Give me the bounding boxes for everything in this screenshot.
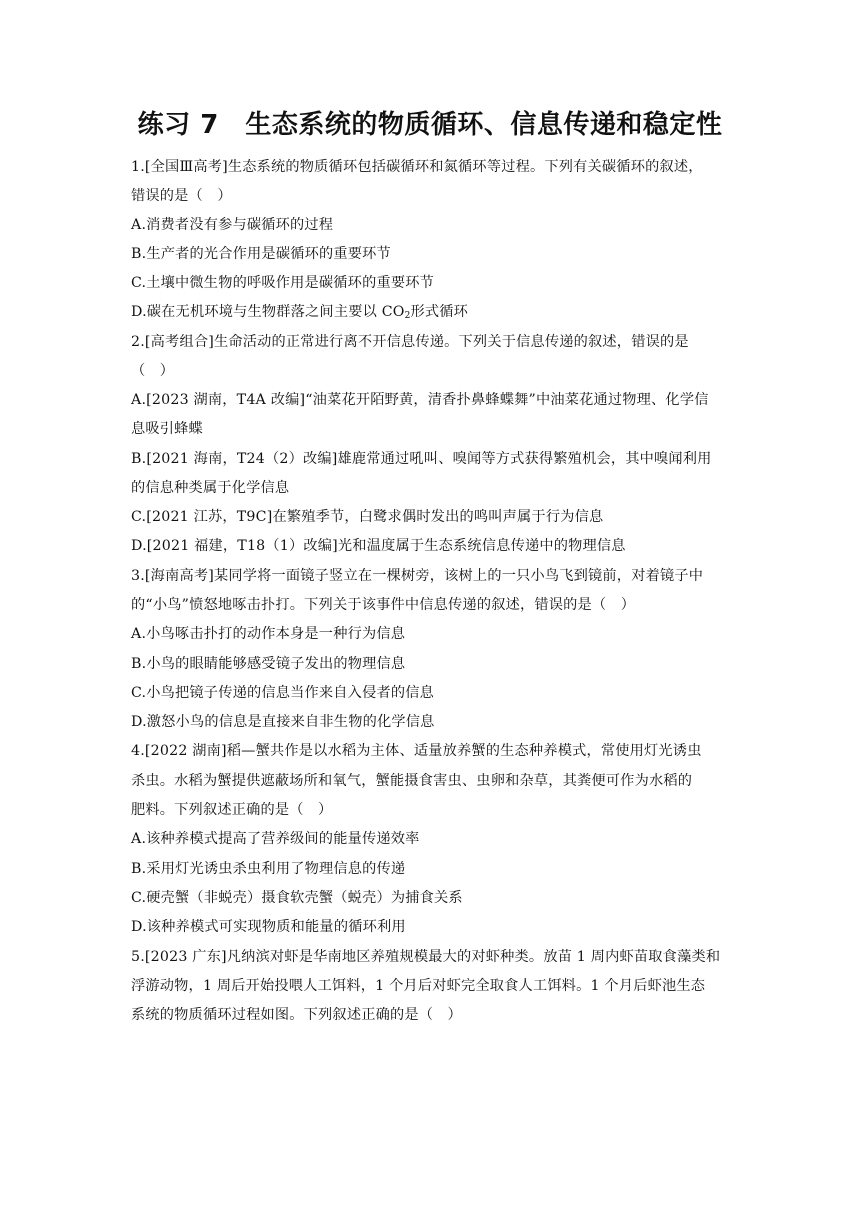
q2-option-b-line-1: B.[2021 海南，T24（2）改编]雄鹿常通过吼叫、嗅闻等方式获得繁殖机会，其中嗅闻利用 (131, 451, 712, 467)
q4-option-d: D.该种养模式可实现物质和能量的循环利用 (131, 919, 406, 935)
q3-option-b: B.小鸟的眼睛能够感受镜子发出的物理信息 (131, 656, 406, 672)
q4-stem-line-1: 4.[2022 湖南]稻—蟹共作是以水稻为主体、适量放养蟹的生态种养模式，常使用灯光诱虫 (131, 743, 702, 759)
q3-option-d: D.激怒小鸟的信息是直接来自非生物的化学信息 (131, 714, 435, 730)
q3-option-a: A.小鸟啄击扑打的动作本身是一种行为信息 (131, 626, 406, 642)
q2-option-a-line-2: 息吸引蜂蝶 (131, 421, 203, 437)
q1-option-d (131, 301, 468, 321)
q5-stem-line-2: 浮游动物，1 周后开始投喂人工饵料，1 个月后对虾完全取食人工饵料。1 个月后虾池生态 (131, 978, 706, 994)
q3-stem-line-1: 3.[海南高考]某同学将一面镜子竖立在一棵树旁，该树上的一只小鸟飞到镜前，对着镜子中 (131, 568, 704, 584)
q4-option-a: A.该种养模式提高了营养级间的能量传递效率 (131, 831, 420, 847)
q2-option-d: D.[2021 福建，T18（1）改编]光和温度属于生态系统信息传递中的物理信息 (131, 538, 626, 554)
q5-stem-line-1: 5.[2023 广东]凡纳滨对虾是华南地区养殖规模最大的对虾种类。放苗 1 周内虾苗取食藻类和 (131, 949, 721, 965)
page-title: 练习 7 生态系统的物质循环、信息传递和稳定性 (137, 110, 723, 140)
q4-stem-line-3: 肥料。下列叙述正确的是（ ） (131, 802, 333, 818)
q2-option-c: C.[2021 江苏，T9C]在繁殖季节，白鹭求偶时发出的鸣叫声属于行为信息 (131, 509, 604, 525)
q2-option-a-line-1: A.[2023 湖南，T4A 改编]“油菜花开陌野黄，清香扑鼻蜂蝶舞”中油菜花通过物理、化学信 (131, 392, 709, 408)
q4-option-c: C.硬壳蟹（非蜕壳）摄食软壳蟹（蜕壳）为捕食关系 (131, 890, 463, 906)
q1-option-d-suffix: 形式循环 (410, 304, 469, 320)
q2-stem-line-2: （ ） (131, 363, 175, 379)
co2-subscript: 2 (404, 311, 411, 321)
q3-option-c: C.小鸟把镜子传递的信息当作来自入侵者的信息 (131, 685, 435, 701)
q3-stem-line-2: 的“小鸟”愤怒地啄击扑打。下列关于该事件中信息传递的叙述，错误的是（ ） (131, 597, 636, 613)
q4-stem-line-2: 杀虫。水稻为蟹提供遮蔽场所和氧气，蟹能摄食害虫、虫卵和杂草，其粪便可作为水稻的 (131, 773, 693, 789)
q2-stem-line-1: 2.[高考组合]生命活动的正常进行离不开信息传递。下列关于信息传递的叙述，错误的是 (131, 334, 689, 350)
q4-option-b: B.采用灯光诱虫杀虫利用了物理信息的传递 (131, 861, 406, 877)
q2-option-b-line-2: 的信息种类属于化学信息 (131, 480, 290, 496)
q1-option-c: C.土壤中微生物的呼吸作用是碳循环的重要环节 (131, 275, 435, 291)
q1-option-a: A.消费者没有参与碳循环的过程 (131, 217, 334, 233)
q1-stem-line-1: 1.[全国Ⅲ高考]生态系统的物质循环包括碳循环和氮循环等过程。下列有关碳循环的叙述， (131, 159, 703, 175)
q1-stem-line-2: 错误的是（ ） (131, 188, 232, 204)
q1-option-b: B.生产者的光合作用是碳循环的重要环节 (131, 246, 391, 262)
q1-option-d-text: D.碳在无机环境与生物群落之间主要以 CO (131, 304, 405, 320)
q5-stem-line-3: 系统的物质循环过程如图。下列叙述正确的是（ ） (131, 1007, 462, 1023)
